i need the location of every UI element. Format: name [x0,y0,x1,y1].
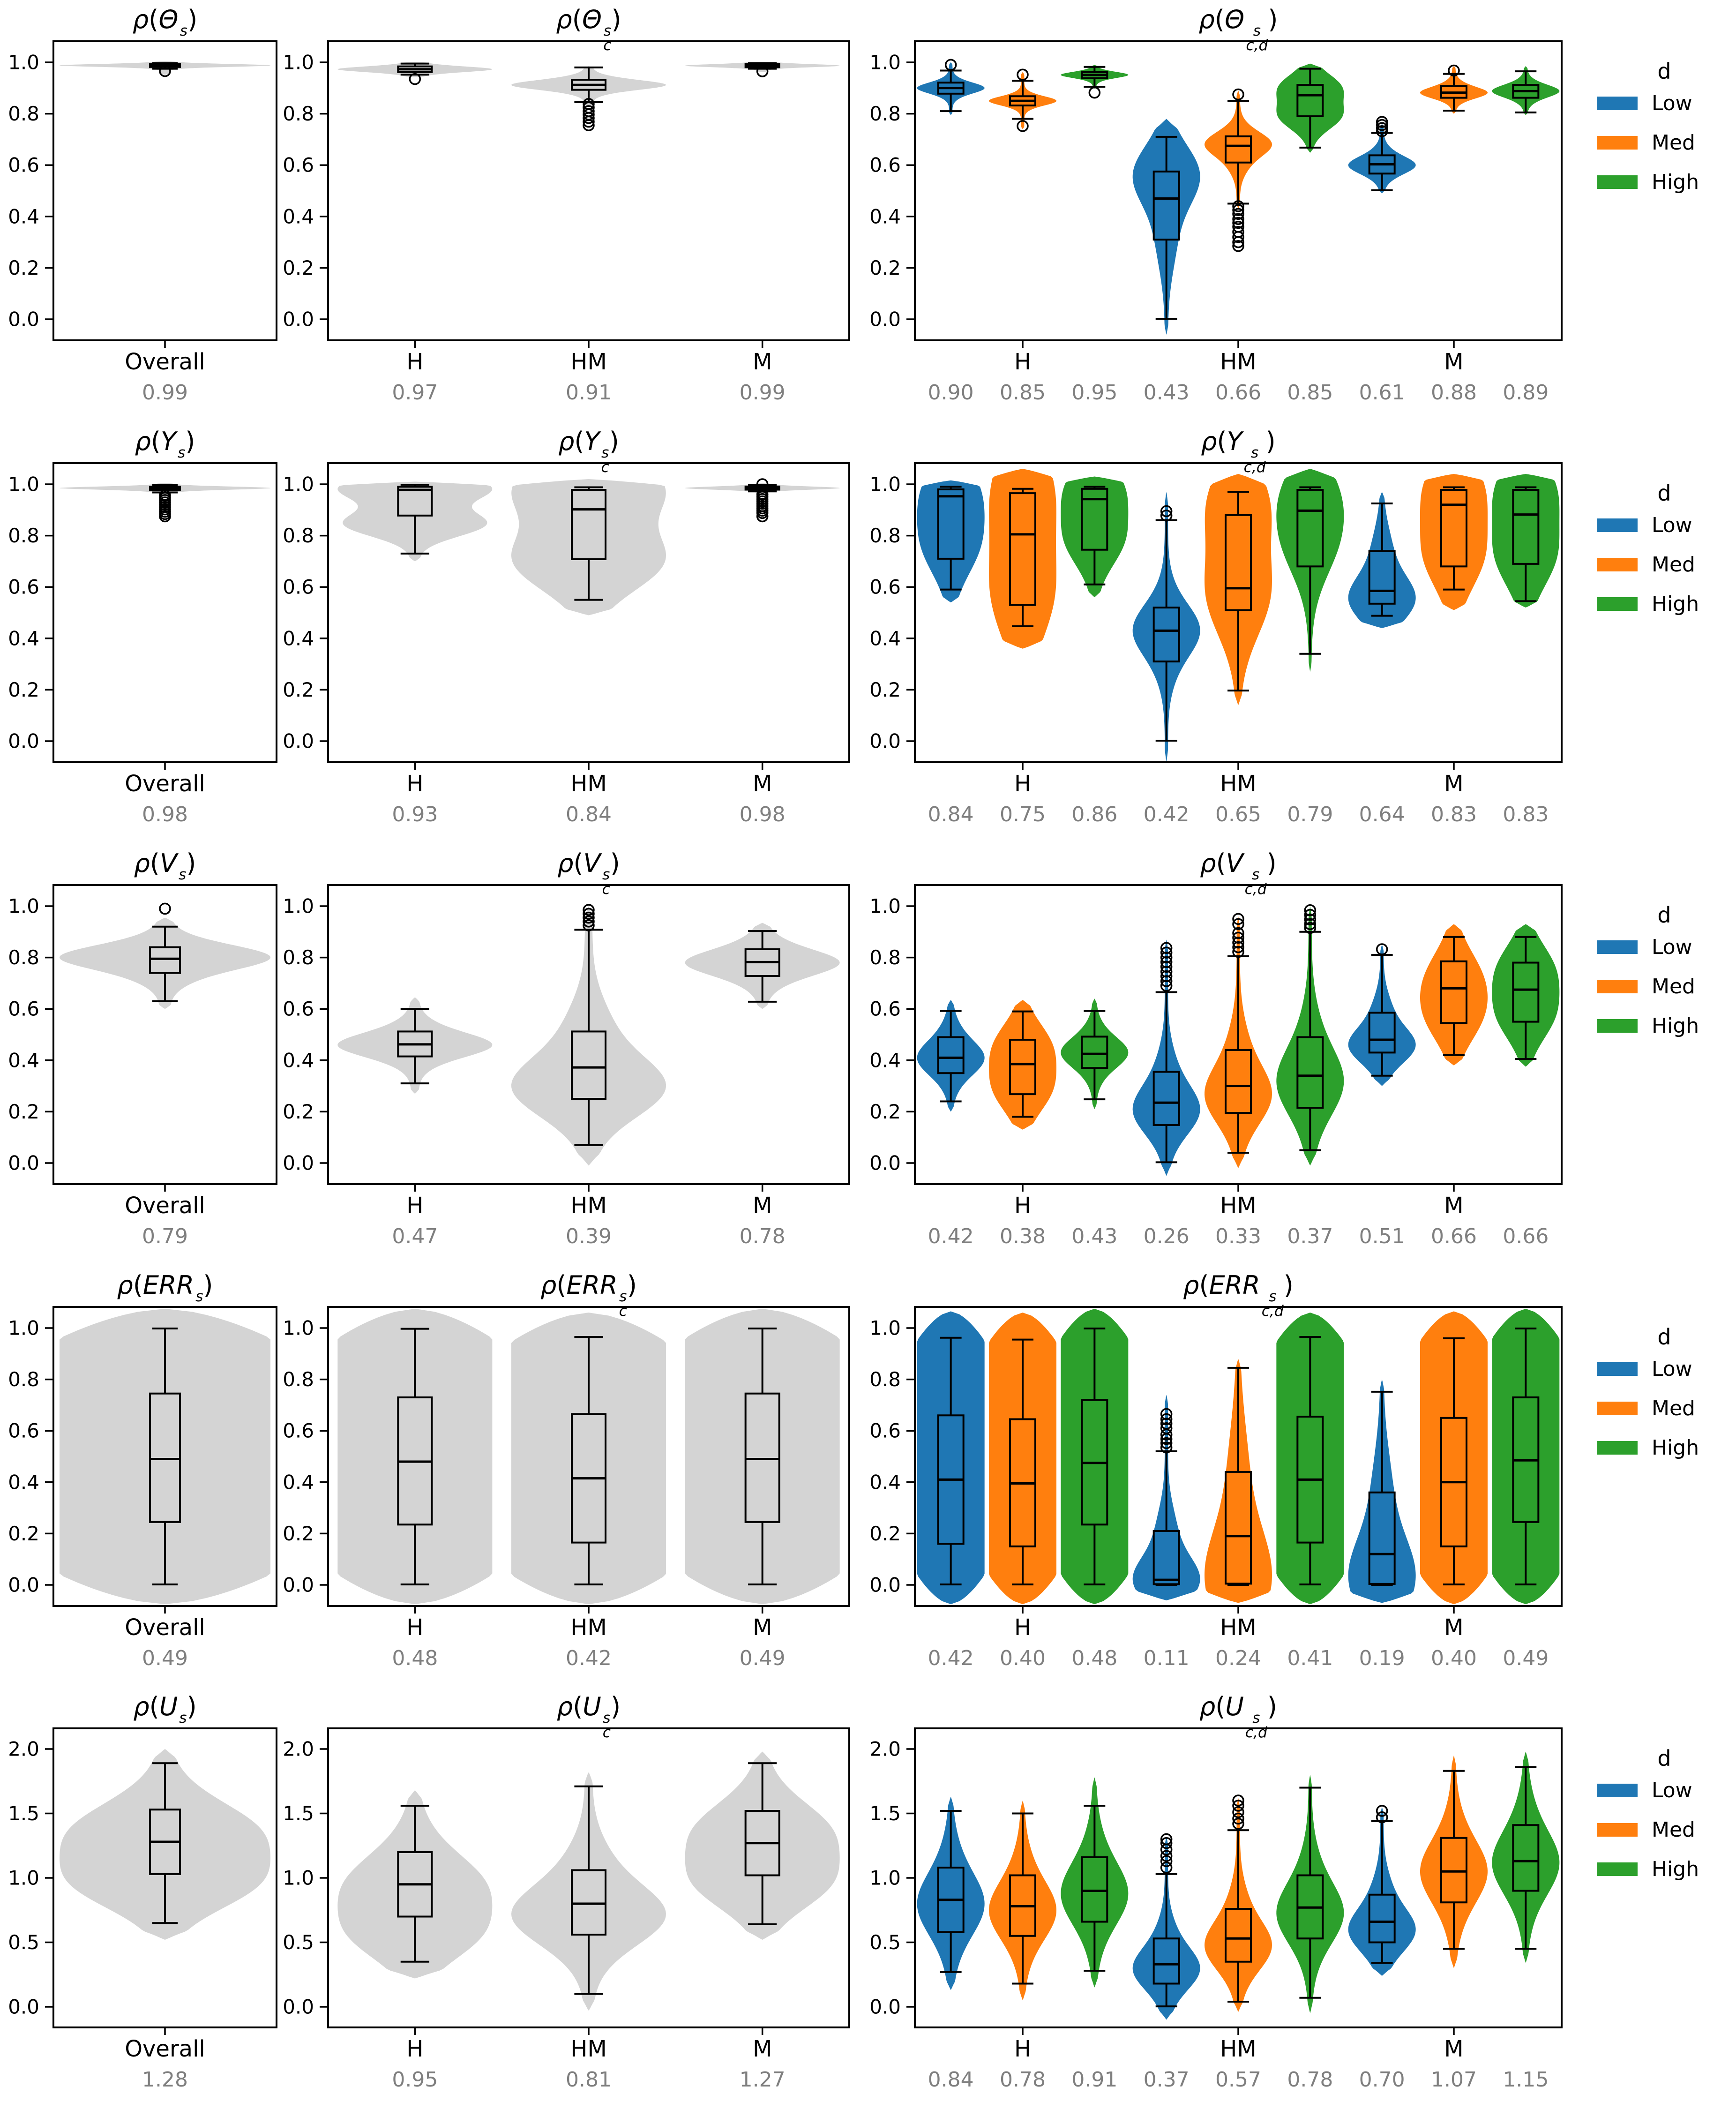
svg-text:0.2: 0.2 [283,1100,314,1123]
legend-item-high: High [1597,1436,1731,1460]
svg-text:0.79: 0.79 [142,1224,188,1248]
svg-text:0.99: 0.99 [142,381,188,405]
svg-text:0.51: 0.51 [1359,1224,1405,1248]
svg-text:HM: HM [570,2036,607,2062]
svg-text:H: H [1014,2036,1032,2062]
svg-text:0.95: 0.95 [1071,381,1118,405]
legend-item-low: Low [1597,1779,1731,1802]
svg-text:0.64: 0.64 [1359,803,1405,826]
legend-title: d [1657,902,1671,928]
svg-text:0.40: 0.40 [1000,1646,1046,1670]
legend-item-low: Low [1597,1357,1731,1381]
legend-item-low: Low [1597,513,1731,537]
svg-text:0.0: 0.0 [8,1995,39,2019]
legend-item-med: Med [1597,553,1731,577]
svg-text:0.6: 0.6 [283,997,314,1021]
legend-swatch-1 [1597,136,1638,150]
svg-text:0.84: 0.84 [566,803,612,826]
svg-text:1.0: 1.0 [283,894,314,918]
svg-text:1.15: 1.15 [1503,2068,1549,2092]
svg-text:HM: HM [570,1193,607,1219]
svg-text:Overall: Overall [125,771,205,797]
svg-text:0.2: 0.2 [8,678,39,701]
svg-text:1.07: 1.07 [1431,2068,1477,2092]
title-r4-p0: ρ(U s ) [133,1692,197,1726]
svg-text:0.24: 0.24 [1215,1646,1261,1670]
svg-text:0.84: 0.84 [928,2068,974,2092]
svg-text:0.42: 0.42 [1143,803,1190,826]
legend-item-high: High [1597,592,1731,616]
svg-text:M: M [1444,2036,1464,2062]
svg-text:HM: HM [1220,2036,1257,2062]
svg-text:0.8: 0.8 [869,946,901,969]
title-r1-p1: ρ(Y s c ) [558,427,619,476]
svg-text:0.2: 0.2 [869,1100,901,1123]
svg-text:0.2: 0.2 [283,1522,314,1545]
legend-row-2 [1597,902,1731,1053]
svg-text:0.8: 0.8 [8,102,39,126]
row-plot-3 [0,1266,1736,1688]
svg-text:1.27: 1.27 [739,2068,786,2092]
svg-text:HM: HM [570,771,607,797]
svg-text:0.48: 0.48 [1071,1646,1118,1670]
svg-text:0.6: 0.6 [8,153,39,177]
svg-text:M: M [1444,349,1464,375]
svg-text:0.85: 0.85 [1287,381,1333,405]
svg-text:0.4: 0.4 [283,205,314,228]
svg-text:0.78: 0.78 [1287,2068,1333,2092]
legend-swatch-0 [1597,1362,1638,1376]
svg-text:0.83: 0.83 [1503,803,1549,826]
title-r0-p0: ρ(Θ s ) [132,5,198,39]
legend-item-high: High [1597,170,1731,194]
svg-text:1.0: 1.0 [283,1316,314,1340]
legend-item-med: Med [1597,1818,1731,1842]
title-r0-p1: ρ(Θ s c ) [556,5,621,54]
legend-item-med: Med [1597,1396,1731,1420]
svg-text:0.47: 0.47 [392,1224,438,1248]
svg-text:1.0: 1.0 [283,1866,314,1890]
svg-text:0.4: 0.4 [283,1049,314,1072]
svg-text:HM: HM [1220,1614,1257,1641]
svg-text:H: H [1014,1193,1032,1219]
svg-text:H: H [406,2036,424,2062]
svg-text:0.98: 0.98 [142,803,188,826]
svg-text:M: M [752,1614,772,1641]
svg-text:HM: HM [570,1614,607,1641]
svg-text:0.8: 0.8 [869,524,901,548]
svg-text:0.11: 0.11 [1143,1646,1190,1670]
legend-row-3 [1597,1324,1731,1475]
svg-text:0.4: 0.4 [8,627,39,650]
svg-text:0.6: 0.6 [8,997,39,1021]
svg-text:0.4: 0.4 [283,1471,314,1494]
svg-text:0.66: 0.66 [1215,381,1261,405]
svg-text:0.39: 0.39 [566,1224,612,1248]
svg-text:0.6: 0.6 [283,1419,314,1442]
row-plot-0 [0,0,1736,422]
svg-text:0.0: 0.0 [8,729,39,753]
svg-text:0.90: 0.90 [928,381,974,405]
svg-text:M: M [752,1193,772,1219]
svg-text:H: H [1014,771,1032,797]
svg-text:0.33: 0.33 [1215,1224,1261,1248]
row-plot-1 [0,422,1736,844]
svg-text:0.0: 0.0 [869,1995,901,2019]
svg-text:1.0: 1.0 [8,894,39,918]
svg-text:0.4: 0.4 [8,205,39,228]
title-r1-p0: ρ(Y s ) [135,427,195,461]
svg-text:Overall: Overall [125,1614,205,1641]
row-plot-2 [0,844,1736,1266]
legend-swatch-2 [1597,1862,1638,1876]
row-plot-4 [0,1687,1736,2109]
svg-text:0.2: 0.2 [8,1100,39,1123]
svg-text:H: H [406,1193,424,1219]
title-r4-p1: ρ(U s c ) [556,1692,621,1741]
title-r3-p2: ρ(ERR s c,d ) [1183,1270,1294,1320]
legend-item-high: High [1597,1857,1731,1881]
legend-swatch-2 [1597,1441,1638,1455]
legend-swatch-1 [1597,1823,1638,1837]
svg-text:0.8: 0.8 [869,1368,901,1391]
svg-text:0.49: 0.49 [142,1646,188,1670]
svg-text:0.2: 0.2 [8,1522,39,1545]
legend-item-med: Med [1597,975,1731,998]
legend-swatch-0 [1597,1784,1638,1797]
svg-text:1.5: 1.5 [869,1802,901,1825]
svg-text:M: M [1444,1193,1464,1219]
svg-text:0.0: 0.0 [8,1151,39,1175]
svg-text:0.0: 0.0 [283,308,314,331]
svg-text:0.42: 0.42 [566,1646,612,1670]
svg-text:0.49: 0.49 [1503,1646,1549,1670]
svg-text:0.66: 0.66 [1431,1224,1477,1248]
svg-text:1.0: 1.0 [8,473,39,496]
svg-text:M: M [1444,771,1464,797]
legend-swatch-1 [1597,558,1638,571]
legend-item-low: Low [1597,935,1731,959]
svg-text:0.2: 0.2 [8,256,39,279]
svg-text:0.4: 0.4 [8,1049,39,1072]
svg-text:0.4: 0.4 [869,1049,901,1072]
svg-text:0.4: 0.4 [8,1471,39,1494]
svg-text:0.37: 0.37 [1143,2068,1190,2092]
svg-text:0.8: 0.8 [283,946,314,969]
svg-text:0.88: 0.88 [1431,381,1477,405]
svg-text:0.8: 0.8 [8,946,39,969]
svg-text:0.86: 0.86 [1071,803,1118,826]
svg-text:0.4: 0.4 [283,627,314,650]
svg-text:0.4: 0.4 [869,1471,901,1494]
svg-text:0.0: 0.0 [869,729,901,753]
svg-text:0.6: 0.6 [869,575,901,599]
svg-text:0.8: 0.8 [8,1368,39,1391]
svg-text:0.81: 0.81 [566,2068,612,2092]
svg-text:0.70: 0.70 [1359,2068,1405,2092]
svg-text:0.6: 0.6 [283,153,314,177]
svg-text:HM: HM [1220,1193,1257,1219]
svg-text:0.6: 0.6 [8,1419,39,1442]
legend-title: d [1657,1746,1671,1771]
svg-text:0.2: 0.2 [869,1522,901,1545]
svg-text:0.8: 0.8 [283,1368,314,1391]
legend-row-4 [1597,1746,1731,1897]
legend-title: d [1657,1324,1671,1350]
svg-text:1.5: 1.5 [8,1802,39,1825]
svg-text:0.91: 0.91 [566,381,612,405]
svg-text:1.0: 1.0 [869,51,901,74]
svg-text:1.0: 1.0 [869,1316,901,1340]
svg-text:1.0: 1.0 [869,473,901,496]
svg-text:0.65: 0.65 [1215,803,1261,826]
svg-text:0.0: 0.0 [283,1151,314,1175]
svg-text:0.2: 0.2 [869,256,901,279]
svg-text:M: M [752,2036,772,2062]
legend-swatch-2 [1597,175,1638,189]
legend-swatch-2 [1597,597,1638,611]
svg-text:1.0: 1.0 [8,1866,39,1890]
svg-text:0.8: 0.8 [869,102,901,126]
title-r4-p2: ρ(U s c,d ) [1199,1692,1277,1741]
svg-text:0.6: 0.6 [283,575,314,599]
svg-text:M: M [1444,1614,1464,1641]
title-r2-p2: ρ(V s c,d ) [1200,848,1277,898]
legend-item-low: Low [1597,91,1731,115]
legend-title: d [1657,59,1671,84]
svg-text:0.6: 0.6 [8,575,39,599]
svg-text:0.5: 0.5 [283,1931,314,1954]
svg-text:0.48: 0.48 [392,1646,438,1670]
svg-text:0.66: 0.66 [1503,1224,1549,1248]
svg-text:0.26: 0.26 [1143,1224,1190,1248]
svg-text:0.41: 0.41 [1287,1646,1333,1670]
svg-text:1.0: 1.0 [869,894,901,918]
legend-row-1 [1597,480,1731,631]
svg-text:0.0: 0.0 [8,308,39,331]
legend-swatch-0 [1597,97,1638,110]
svg-text:0.85: 0.85 [1000,381,1046,405]
svg-text:2.0: 2.0 [8,1737,39,1761]
svg-text:H: H [406,1614,424,1641]
svg-text:0.75: 0.75 [1000,803,1046,826]
svg-text:0.43: 0.43 [1071,1224,1118,1248]
svg-text:0.0: 0.0 [283,729,314,753]
legend-swatch-0 [1597,518,1638,532]
title-r3-p1: ρ(ERR s c ) [540,1270,637,1320]
title-r3-p0: ρ(ERR s ) [117,1270,213,1305]
svg-text:2.0: 2.0 [869,1737,901,1761]
svg-text:1.0: 1.0 [283,473,314,496]
legend-swatch-1 [1597,980,1638,993]
title-r2-p0: ρ(V s ) [134,848,196,883]
legend-swatch-1 [1597,1402,1638,1415]
svg-text:H: H [406,771,424,797]
legend-item-high: High [1597,1014,1731,1038]
svg-text:HM: HM [1220,349,1257,375]
svg-text:0.95: 0.95 [392,2068,438,2092]
svg-text:0.2: 0.2 [283,256,314,279]
svg-text:1.0: 1.0 [8,51,39,74]
svg-text:1.5: 1.5 [283,1802,314,1825]
svg-text:0.83: 0.83 [1431,803,1477,826]
svg-text:H: H [406,349,424,375]
svg-text:Overall: Overall [125,349,205,375]
svg-text:0.42: 0.42 [928,1224,974,1248]
svg-text:M: M [752,771,772,797]
svg-text:0.49: 0.49 [739,1646,786,1670]
svg-text:0.0: 0.0 [283,1995,314,2019]
svg-text:0.0: 0.0 [869,1151,901,1175]
svg-text:0.2: 0.2 [283,678,314,701]
svg-text:0.0: 0.0 [869,1573,901,1597]
svg-text:0.8: 0.8 [8,524,39,548]
svg-text:0.57: 0.57 [1215,2068,1261,2092]
svg-text:0.6: 0.6 [869,153,901,177]
svg-text:0.37: 0.37 [1287,1224,1333,1248]
svg-text:0.61: 0.61 [1359,381,1405,405]
svg-text:HM: HM [570,349,607,375]
svg-text:0.19: 0.19 [1359,1646,1405,1670]
svg-text:HM: HM [1220,771,1257,797]
legend-row-0 [1597,59,1731,210]
title-r0-p2: ρ(Θ s c,d ) [1198,5,1278,54]
svg-text:0.5: 0.5 [8,1931,39,1954]
legend-swatch-2 [1597,1019,1638,1033]
svg-text:0.6: 0.6 [869,1419,901,1442]
svg-text:0.43: 0.43 [1143,381,1190,405]
svg-text:0.6: 0.6 [869,997,901,1021]
legend-item-med: Med [1597,131,1731,155]
svg-text:0.93: 0.93 [392,803,438,826]
svg-text:2.0: 2.0 [283,1737,314,1761]
svg-text:0.84: 0.84 [928,803,974,826]
svg-text:0.40: 0.40 [1431,1646,1477,1670]
svg-text:0.2: 0.2 [869,678,901,701]
legend-title: d [1657,480,1671,506]
svg-text:0.97: 0.97 [392,381,438,405]
svg-text:0.79: 0.79 [1287,803,1333,826]
svg-text:1.0: 1.0 [8,1316,39,1340]
svg-text:0.0: 0.0 [8,1573,39,1597]
svg-text:0.0: 0.0 [869,308,901,331]
svg-text:0.89: 0.89 [1503,381,1549,405]
svg-text:M: M [752,349,772,375]
svg-text:0.5: 0.5 [869,1931,901,1954]
svg-text:1.0: 1.0 [869,1866,901,1890]
svg-text:0.99: 0.99 [739,381,786,405]
title-r1-p2: ρ(Y s c,d ) [1201,427,1276,476]
svg-text:0.78: 0.78 [1000,2068,1046,2092]
svg-text:0.8: 0.8 [283,102,314,126]
svg-text:H: H [1014,349,1032,375]
svg-text:Overall: Overall [125,1193,205,1219]
svg-text:0.38: 0.38 [1000,1224,1046,1248]
svg-text:H: H [1014,1614,1032,1641]
svg-text:1.0: 1.0 [283,51,314,74]
title-r2-p1: ρ(V s c ) [557,848,620,898]
svg-text:0.4: 0.4 [869,627,901,650]
legend-swatch-0 [1597,940,1638,954]
svg-text:0.0: 0.0 [283,1573,314,1597]
svg-text:0.98: 0.98 [739,803,786,826]
svg-text:0.42: 0.42 [928,1646,974,1670]
svg-text:0.91: 0.91 [1071,2068,1118,2092]
svg-text:1.28: 1.28 [142,2068,188,2092]
svg-text:0.78: 0.78 [739,1224,786,1248]
svg-text:0.8: 0.8 [283,524,314,548]
svg-text:0.4: 0.4 [869,205,901,228]
svg-text:Overall: Overall [125,2036,205,2062]
